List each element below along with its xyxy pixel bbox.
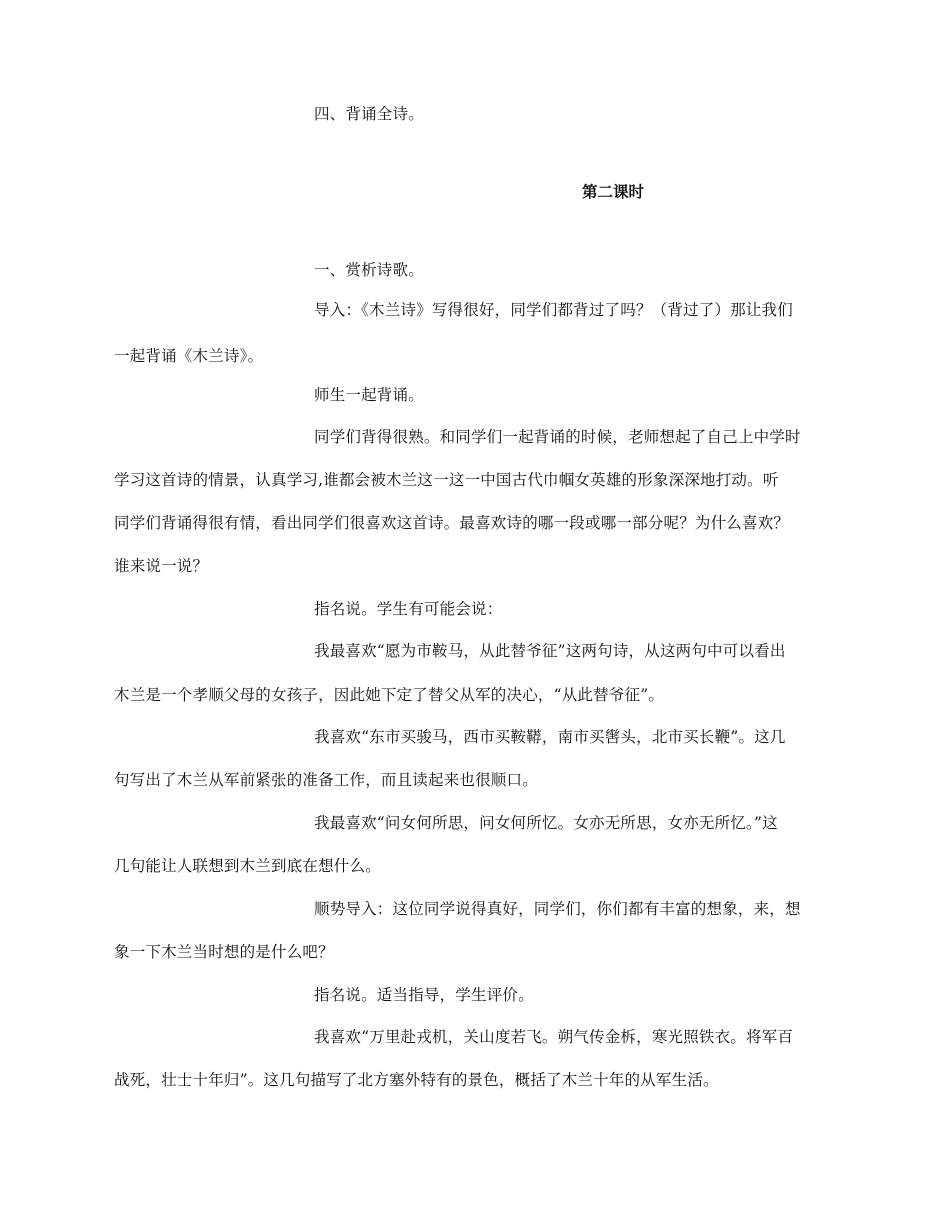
- paragraph-guidance: 指名说。适当指导，学生评价。: [314, 986, 534, 1004]
- paragraph-intro-line-2: 一起背诵《木兰诗》。: [114, 347, 264, 365]
- paragraph-intro-line-1: 导入：《木兰诗》写得很好，同学们都背过了吗？（背过了）那让我们: [314, 301, 793, 319]
- paragraph-memory-line-4: 谁来说一说？: [114, 557, 209, 575]
- paragraph-favorite-4-line-2: 战死，壮士十年归”。这几句描写了北方塞外特有的景色，概括了木兰十年的从军生活。: [114, 1071, 719, 1089]
- paragraph-appreciate-poem: 一、赏析诗歌。: [314, 261, 424, 279]
- paragraph-favorite-1-line-2: 木兰是一个孝顺父母的女孩子，因此她下定了替父从军的决心，“从此替爷征”。: [114, 686, 665, 704]
- paragraph-memory-line-3: 同学们背诵得很有情，看出同学们很喜欢这首诗。最喜欢诗的哪一段或哪一部分呢？为什么喜欢？: [114, 514, 790, 532]
- paragraph-favorite-4-line-1: 我喜欢“万里赴戎机，关山度若飞。朔气传金柝，寒光照铁衣。将军百: [314, 1028, 794, 1046]
- paragraph-favorite-2-line-2: 句写出了木兰从军前紧张的准备工作，而且读起来也很顺口。: [114, 771, 538, 789]
- paragraph-memory-line-2: 学习这首诗的情景，认真学习,谁都会被木兰这一这一中国古代巾帼女英雄的形象深深地打动。听: [114, 471, 779, 489]
- section-four-heading: 四、背诵全诗。: [314, 105, 424, 123]
- paragraph-recite-together: 师生一起背诵。: [314, 386, 424, 404]
- paragraph-follow-up-line-1: 顺势导入：这位同学说得真好，同学们，你们都有丰富的想象，来，想: [314, 900, 801, 918]
- lesson-title: 第二课时: [582, 182, 645, 201]
- paragraph-favorite-2-line-1: 我喜欢“东市买骏马，西市买鞍鞯，南市买辔头，北市买长鞭”。这几: [314, 728, 786, 746]
- paragraph-favorite-3-line-2: 几句能让人联想到木兰到底在想什么。: [114, 857, 381, 875]
- paragraph-follow-up-line-2: 象一下木兰当时想的是什么吧？: [114, 943, 334, 961]
- paragraph-memory-line-1: 同学们背得很熟。和同学们一起背诵的时候，老师想起了自己上中学时: [314, 428, 801, 446]
- paragraph-favorite-3-line-1: 我最喜欢“问女何所思，问女何所忆。女亦无所思，女亦无所忆。”这: [314, 814, 778, 832]
- paragraph-favorite-1-line-1: 我最喜欢“愿为市鞍马，从此替爷征”这两句诗，从这两句中可以看出: [314, 642, 786, 660]
- paragraph-student-may-say: 指名说。学生有可能会说：: [314, 600, 503, 618]
